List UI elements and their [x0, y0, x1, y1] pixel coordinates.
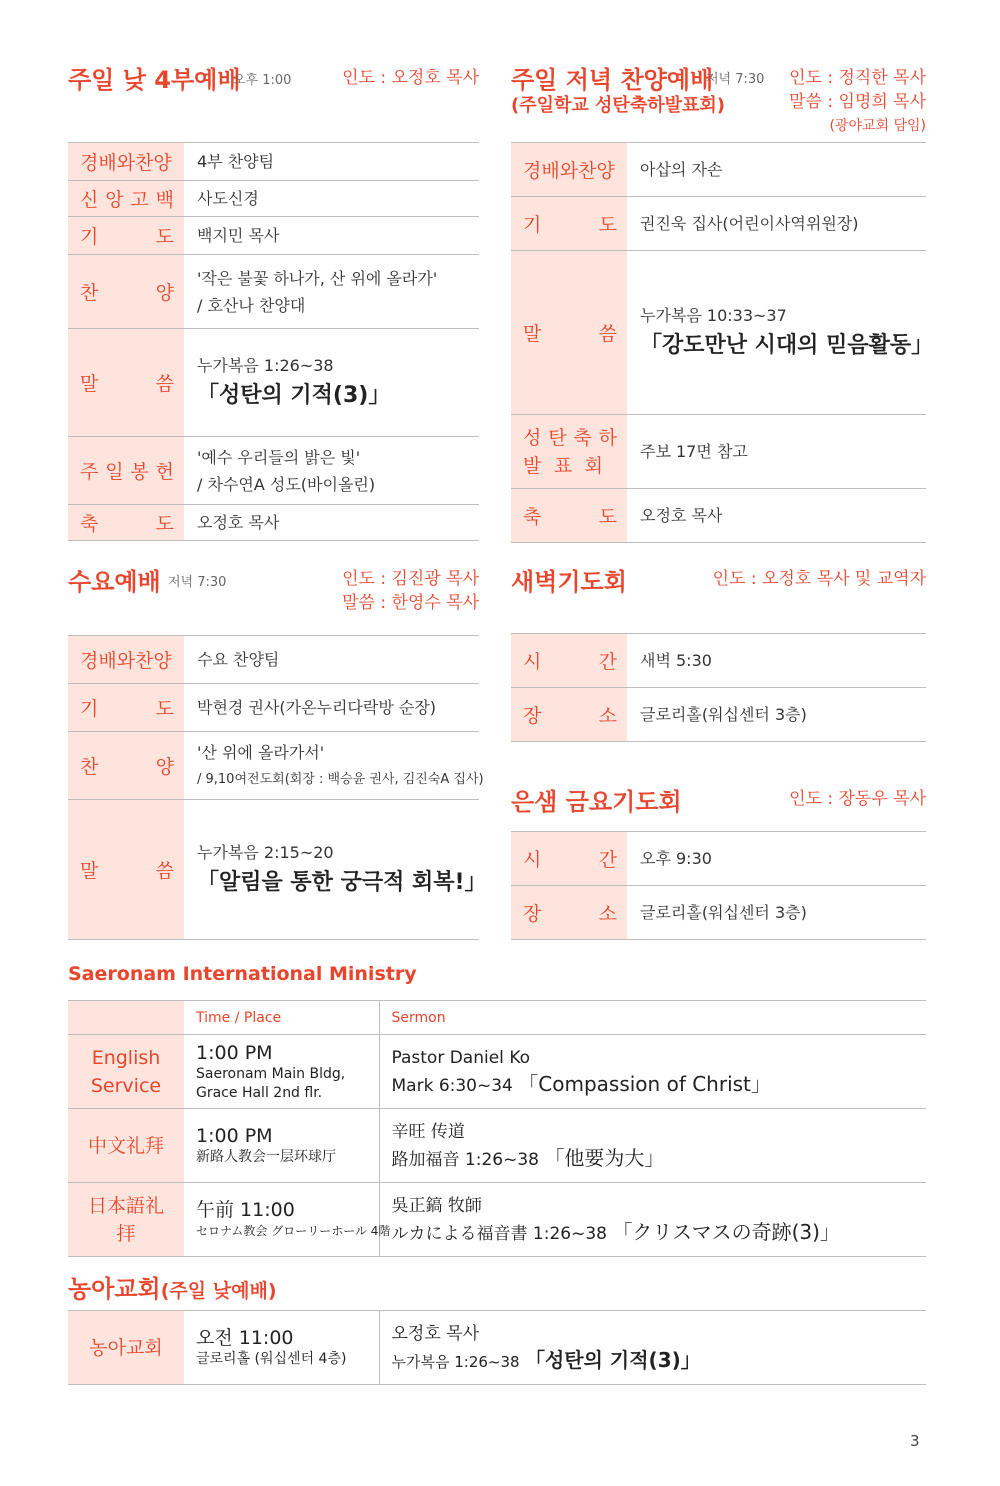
table-row	[68, 1183, 926, 1257]
table-row	[68, 217, 479, 255]
sunday-evening-time: 저녁 7:30	[706, 72, 765, 87]
row-label: 찬 양	[68, 732, 184, 800]
row-label: 경배와찬양	[511, 143, 627, 197]
table-row	[68, 732, 479, 800]
table-row	[511, 489, 926, 543]
preacher: Pastor Daniel Ko	[391, 1047, 531, 1068]
service-name	[68, 1035, 184, 1109]
scripture-ref: 누가복음 2:15~20	[197, 843, 334, 862]
table-row	[511, 688, 926, 742]
row-label: 시 간	[511, 634, 627, 688]
table-row	[68, 800, 479, 940]
row-label	[68, 181, 184, 217]
row-value: 아삽의 자손	[627, 143, 926, 197]
row-value	[184, 329, 479, 437]
service-time-place	[184, 1035, 379, 1109]
hymn-performer: / 9,10여전도회(회장 : 백승윤 권사, 김진숙A 집사)	[197, 771, 484, 787]
scripture-ref: 누가복음 10:33~37	[640, 306, 787, 325]
table-row	[68, 1109, 926, 1183]
page-number: 3	[910, 1432, 920, 1450]
sermon-title: 「알림을 통한 궁극적 회복!」	[197, 870, 487, 895]
sermon-title: 「성탄의 기적(3)」	[524, 1347, 701, 1372]
dawn-leader: 인도 : 오정호 목사 및 교역자	[712, 569, 926, 589]
row-label: 기 도	[68, 217, 184, 255]
row-value: 오정호 목사	[627, 489, 926, 543]
preacher: 吳正鎬 牧師	[391, 1195, 482, 1216]
row-label: 축 도	[511, 489, 627, 543]
service-name: 中文礼拜	[68, 1109, 184, 1183]
table-row	[68, 255, 479, 329]
header-blank	[68, 1001, 184, 1035]
table-row	[68, 505, 479, 541]
nonga-title-text: 농아교회	[68, 1275, 161, 1303]
friday-title: 은샘 금요기도회	[511, 788, 682, 816]
table-row	[68, 437, 479, 505]
row-value: 글로리홀(워십센터 3층)	[627, 886, 926, 940]
row-label: 주 일 봉 헌	[68, 437, 184, 505]
wednesday-time: 저녁 7:30	[168, 575, 227, 590]
row-label: 찬 양	[68, 255, 184, 329]
hymn-title: '산 위에 올라가서'	[197, 742, 325, 762]
service-place: セロナム教会 グローリーホール 4階	[196, 1224, 391, 1238]
service-time: 1:00 PM	[196, 1125, 273, 1147]
row-value: 사도신경	[184, 181, 479, 217]
sunday-evening-title-text: 주일 저녁 찬양예배	[511, 66, 714, 94]
row-value: 수요 찬양팀	[184, 636, 479, 684]
wednesday-leader: 인도 : 김진광 목사	[342, 569, 479, 589]
sunday-evening-table	[511, 142, 934, 543]
sunday-evening-leader: 인도 : 정직한 목사	[789, 68, 926, 88]
table-row	[68, 1035, 926, 1109]
sunday-evening-preacher: 말씀 : 임명희 목사	[789, 92, 926, 112]
row-value	[184, 437, 479, 505]
offering-performer: / 차수연A 성도(바이올린)	[197, 474, 376, 494]
scripture-ref: 누가복음 1:26~38	[197, 356, 334, 375]
row-value	[184, 255, 479, 329]
service-name-line2: Service	[90, 1074, 162, 1097]
row-label: 경배와찬양	[68, 143, 184, 181]
sermon-line	[392, 1219, 915, 1247]
row-label: 말 씀	[68, 800, 184, 940]
sunday-4th-table	[68, 142, 479, 541]
international-table	[68, 1000, 926, 1257]
sermon-title: 「クリスマスの奇跡(3)」	[612, 1219, 840, 1244]
row-label: 기 도	[511, 197, 627, 251]
sermon-title: 「성탄의 기적(3)」	[197, 383, 391, 408]
sermon-line	[392, 1145, 915, 1173]
hymn-performer: / 호산나 찬양대	[197, 295, 306, 315]
row-value: 오후 9:30	[627, 832, 926, 886]
preacher: 辛旺 传道	[391, 1121, 465, 1142]
friday-table	[511, 831, 926, 940]
service-sermon	[379, 1311, 926, 1385]
service-name: 日本語礼拝	[68, 1183, 184, 1257]
service-sermon	[379, 1183, 926, 1257]
table-row	[68, 636, 479, 684]
row-label: 성 탄 축 하 발 표 회	[511, 415, 627, 489]
service-time-place	[184, 1109, 379, 1183]
sunday-evening-preacher-church: (광야교회 담임)	[829, 118, 926, 134]
row-label: 말 씀	[68, 329, 184, 437]
wednesday-title: 수요예배	[68, 568, 161, 596]
row-value: 4부 찬양팀	[184, 143, 479, 181]
service-time-place	[184, 1311, 379, 1385]
table-row	[511, 197, 926, 251]
hymn-title: '작은 불꽃 하나가, 산 위에 올라가'	[197, 268, 438, 288]
spread-label: 신 앙 고 백	[80, 189, 174, 211]
sunday-evening-subtitle: (주일학교 성탄축하발표회)	[511, 95, 725, 116]
row-label: 기 도	[68, 684, 184, 732]
row-label: 말 씀	[511, 251, 627, 415]
sunday-evening-leaders	[789, 66, 926, 138]
sermon-title: 「Compassion of Christ」	[518, 1071, 771, 1096]
table-row	[68, 329, 479, 437]
sunday-4th-time: 오후 1:00	[233, 73, 292, 88]
wednesday-preacher: 말씀 : 한영수 목사	[342, 593, 479, 613]
table-row	[68, 181, 479, 217]
table-row	[511, 415, 926, 489]
table-row	[68, 1311, 926, 1385]
row-value	[184, 732, 484, 800]
sermon-title: 「강도만난 시대의 믿음활동」	[640, 333, 934, 358]
dawn-title: 새벽기도회	[511, 568, 627, 596]
service-time-place	[184, 1183, 391, 1257]
sunday-4th-title: 주일 낮 4부예배	[68, 66, 241, 94]
row-label: 장 소	[511, 688, 627, 742]
table-row	[511, 832, 926, 886]
row-label: 시 간	[511, 832, 627, 886]
nonga-title	[68, 1275, 277, 1305]
nonga-table	[68, 1310, 926, 1385]
service-place: 新路人教会一层环球厅	[196, 1149, 336, 1165]
service-place: Saeronam Main Bldg,	[196, 1065, 346, 1082]
scripture-ref: ルカによる福音書 1:26~38	[391, 1223, 607, 1244]
service-name-line1: English	[91, 1046, 161, 1069]
friday-leader: 인도 : 장동우 목사	[789, 789, 926, 809]
table-row	[511, 251, 926, 415]
service-time: 오전 11:00	[196, 1327, 294, 1349]
row-value: 주보 17면 참고	[627, 415, 926, 489]
preacher: 오정호 목사	[391, 1323, 480, 1344]
sermon-line	[392, 1071, 915, 1099]
service-place: 글로리홀 (워십센터 4층)	[196, 1351, 347, 1367]
row-label: 경배와찬양	[68, 636, 184, 684]
sermon-line	[392, 1347, 915, 1375]
offering-hymn: '예수 우리들의 밝은 빛'	[197, 447, 361, 467]
service-time: 1:00 PM	[196, 1041, 273, 1064]
wednesday-table	[68, 635, 487, 940]
row-label: 축 도	[68, 505, 184, 541]
dawn-table	[511, 633, 926, 742]
scripture-ref: 路加福音 1:26~38	[391, 1149, 539, 1170]
header-sermon: Sermon	[379, 1001, 926, 1035]
sunday-evening-title	[511, 66, 725, 118]
sermon-title: 「他要为大」	[544, 1145, 665, 1170]
row-value: 권진욱 집사(어린이사역위원장)	[627, 197, 926, 251]
header-time-place: Time / Place	[184, 1001, 379, 1035]
table-row	[511, 143, 926, 197]
wednesday-leaders	[342, 567, 479, 615]
row-value: 박현경 권사(가온누리다락방 순장)	[184, 684, 479, 732]
service-name: 농아교회	[68, 1311, 184, 1385]
table-row	[511, 634, 926, 688]
scripture-ref: Mark 6:30~34	[391, 1075, 513, 1096]
service-time: 午前 11:00	[196, 1199, 295, 1221]
international-title: Saeronam International Ministry	[68, 963, 417, 985]
row-value	[627, 251, 934, 415]
sunday-4th-leader: 인도 : 오정호 목사	[342, 68, 479, 88]
service-place-line2: Grace Hall 2nd flr.	[196, 1084, 323, 1101]
nonga-title-paren: (주일 낮예배)	[160, 1280, 277, 1302]
service-sermon	[379, 1035, 926, 1109]
table-row	[511, 886, 926, 940]
scripture-ref: 누가복음 1:26~38	[391, 1352, 520, 1371]
row-value: 새벽 5:30	[627, 634, 926, 688]
row-label: 장 소	[511, 886, 627, 940]
table-row	[68, 143, 479, 181]
service-sermon	[379, 1109, 926, 1183]
table-row	[68, 684, 479, 732]
row-value: 백지민 목사	[184, 217, 479, 255]
table-header-row	[68, 1001, 926, 1035]
row-value	[184, 800, 487, 940]
row-value: 글로리홀(워십센터 3층)	[627, 688, 926, 742]
row-value: 오정호 목사	[184, 505, 479, 541]
